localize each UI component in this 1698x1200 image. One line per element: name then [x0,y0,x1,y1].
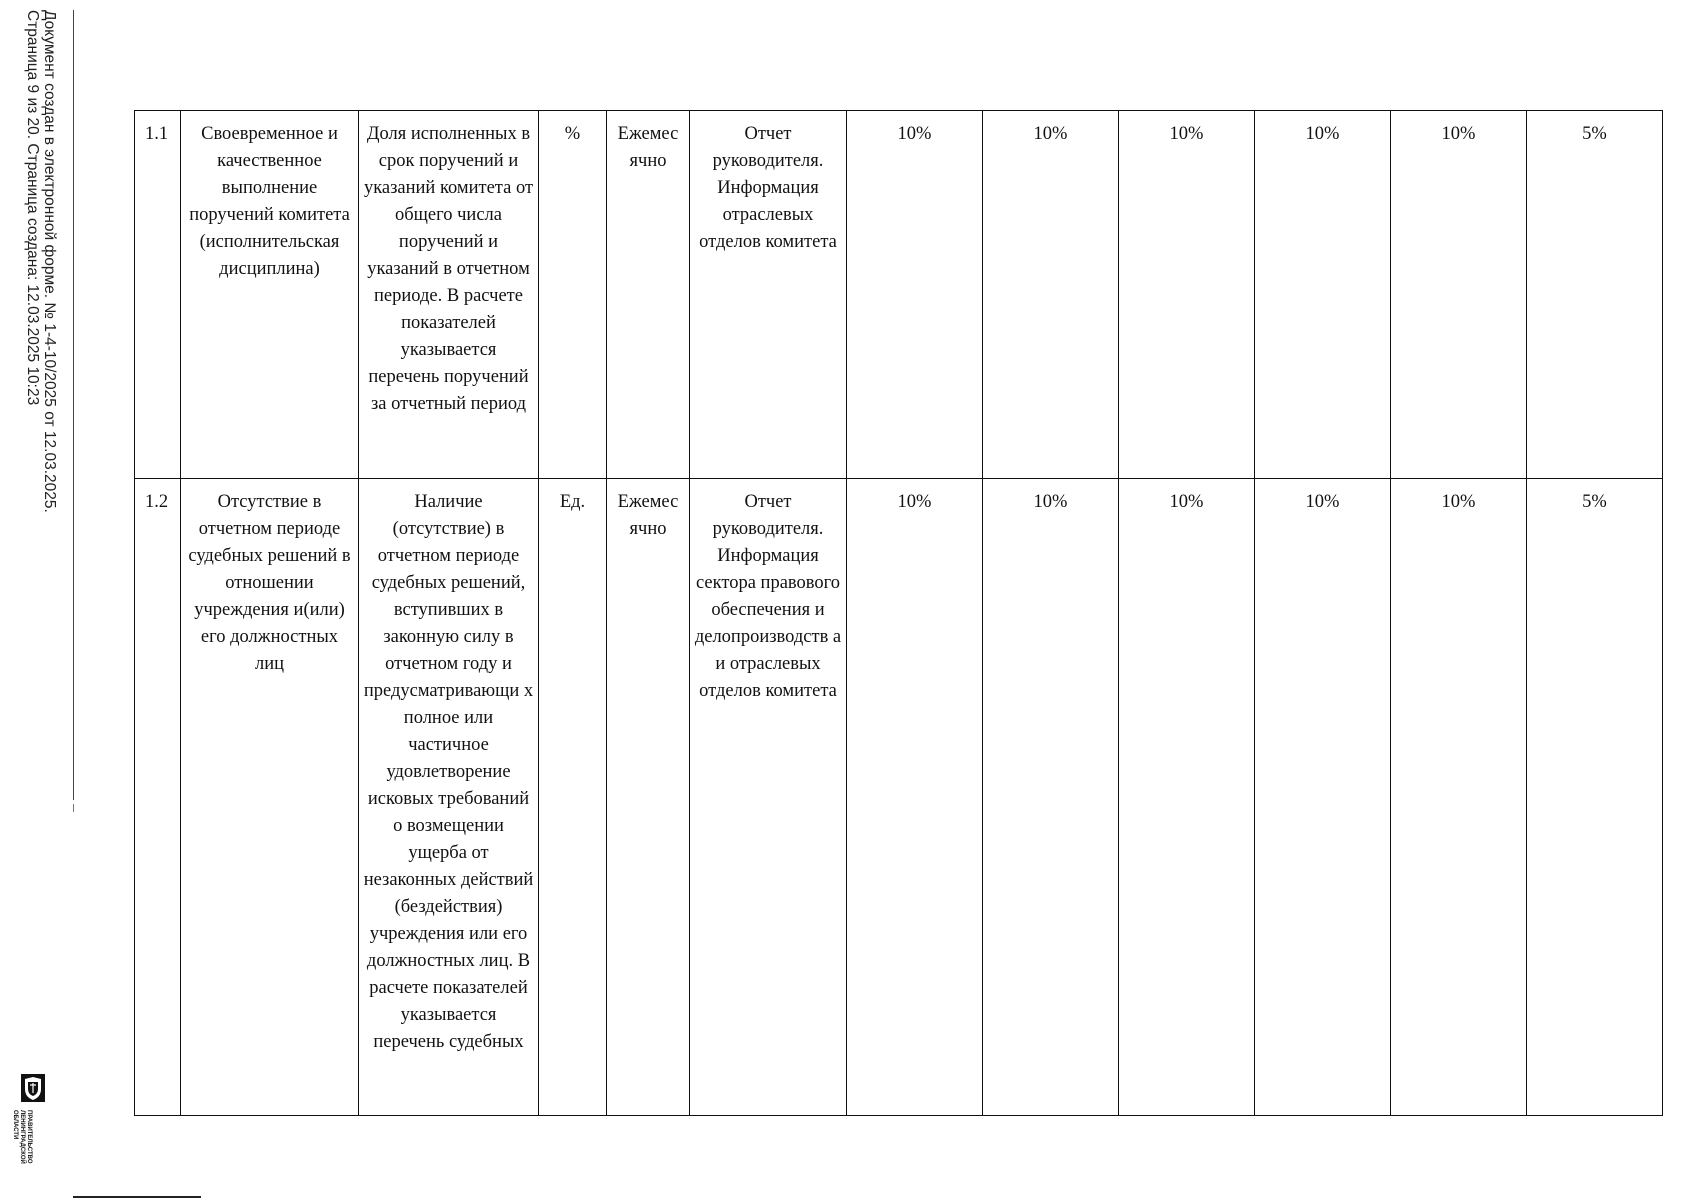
row-number: 1.2 [135,479,181,1116]
value-cell: 10% [983,479,1119,1116]
value-cell: 10% [1391,479,1527,1116]
value-cell: 10% [847,479,983,1116]
indicator-name: Своевременное и качественное выполнение поручений комитета (исполнительская дисциплина) [181,111,359,479]
value-cell: 10% [983,111,1119,479]
value-cell: 10% [1391,111,1527,479]
periodicity-cell: Ежемес ячно [607,479,690,1116]
value-cell: 10% [1255,111,1391,479]
emblem-caption: ПРАВИТЕЛЬСТВО ЛЕНИНГРАДСКОЙ ОБЛАСТИ [12,1110,32,1164]
indicators-table [134,110,1663,1116]
source-cell: Отчет руководителя. Информация сектора правового обеспечения и делопроизводств а и отраслевых отделов комитета [690,479,847,1116]
coat-of-arms-icon [20,1073,46,1103]
value-cell: 5% [1527,479,1663,1116]
margin-tick [73,804,74,812]
bottom-rule [73,1196,201,1198]
unit-cell: Ед. [539,479,607,1116]
indicator-name: Отсутствие в отчетном периоде судебных решений в отношении учреждения и(или) его должностных лиц [181,479,359,1116]
stamp-line-1: Документ создан в электронной форме. № 1-4-10/2025 от 12.03.2025. [41,10,58,513]
periodicity-cell: Ежемес ячно [607,111,690,479]
source-cell: Отчет руководителя. Информация отраслевых отделов комитета [690,111,847,479]
value-cell: 10% [1119,111,1255,479]
table-row [135,111,1663,479]
table-row [135,479,1663,1116]
value-cell: 10% [847,111,983,479]
value-cell: 10% [1119,479,1255,1116]
value-cell: 5% [1527,111,1663,479]
electronic-document-stamp [18,10,58,550]
unit-cell: % [539,111,607,479]
row-number: 1.1 [135,111,181,479]
indicator-description: Наличие (отсутствие) в отчетном периоде судебных решений, вступивших в законную силу в отчетном году и предусматривающи х полное или частичное удовлетворение исковых требований о возмещении ущерба от незаконных действий (бездействия) учреждения или его должностных лиц. В расчете показателей указывается перечень судебных [359,479,539,1116]
margin-line [73,10,74,800]
value-cell: 10% [1255,479,1391,1116]
stamp-line-2: Страница 9 из 20. Страница создана: 12.03.2025 10:23 [24,10,41,406]
indicator-description: Доля исполненных в срок поручений и указаний комитета от общего числа поручений и указаний в отчетном периоде. В расчете показателей указывается перечень поручений за отчетный период [359,111,539,479]
